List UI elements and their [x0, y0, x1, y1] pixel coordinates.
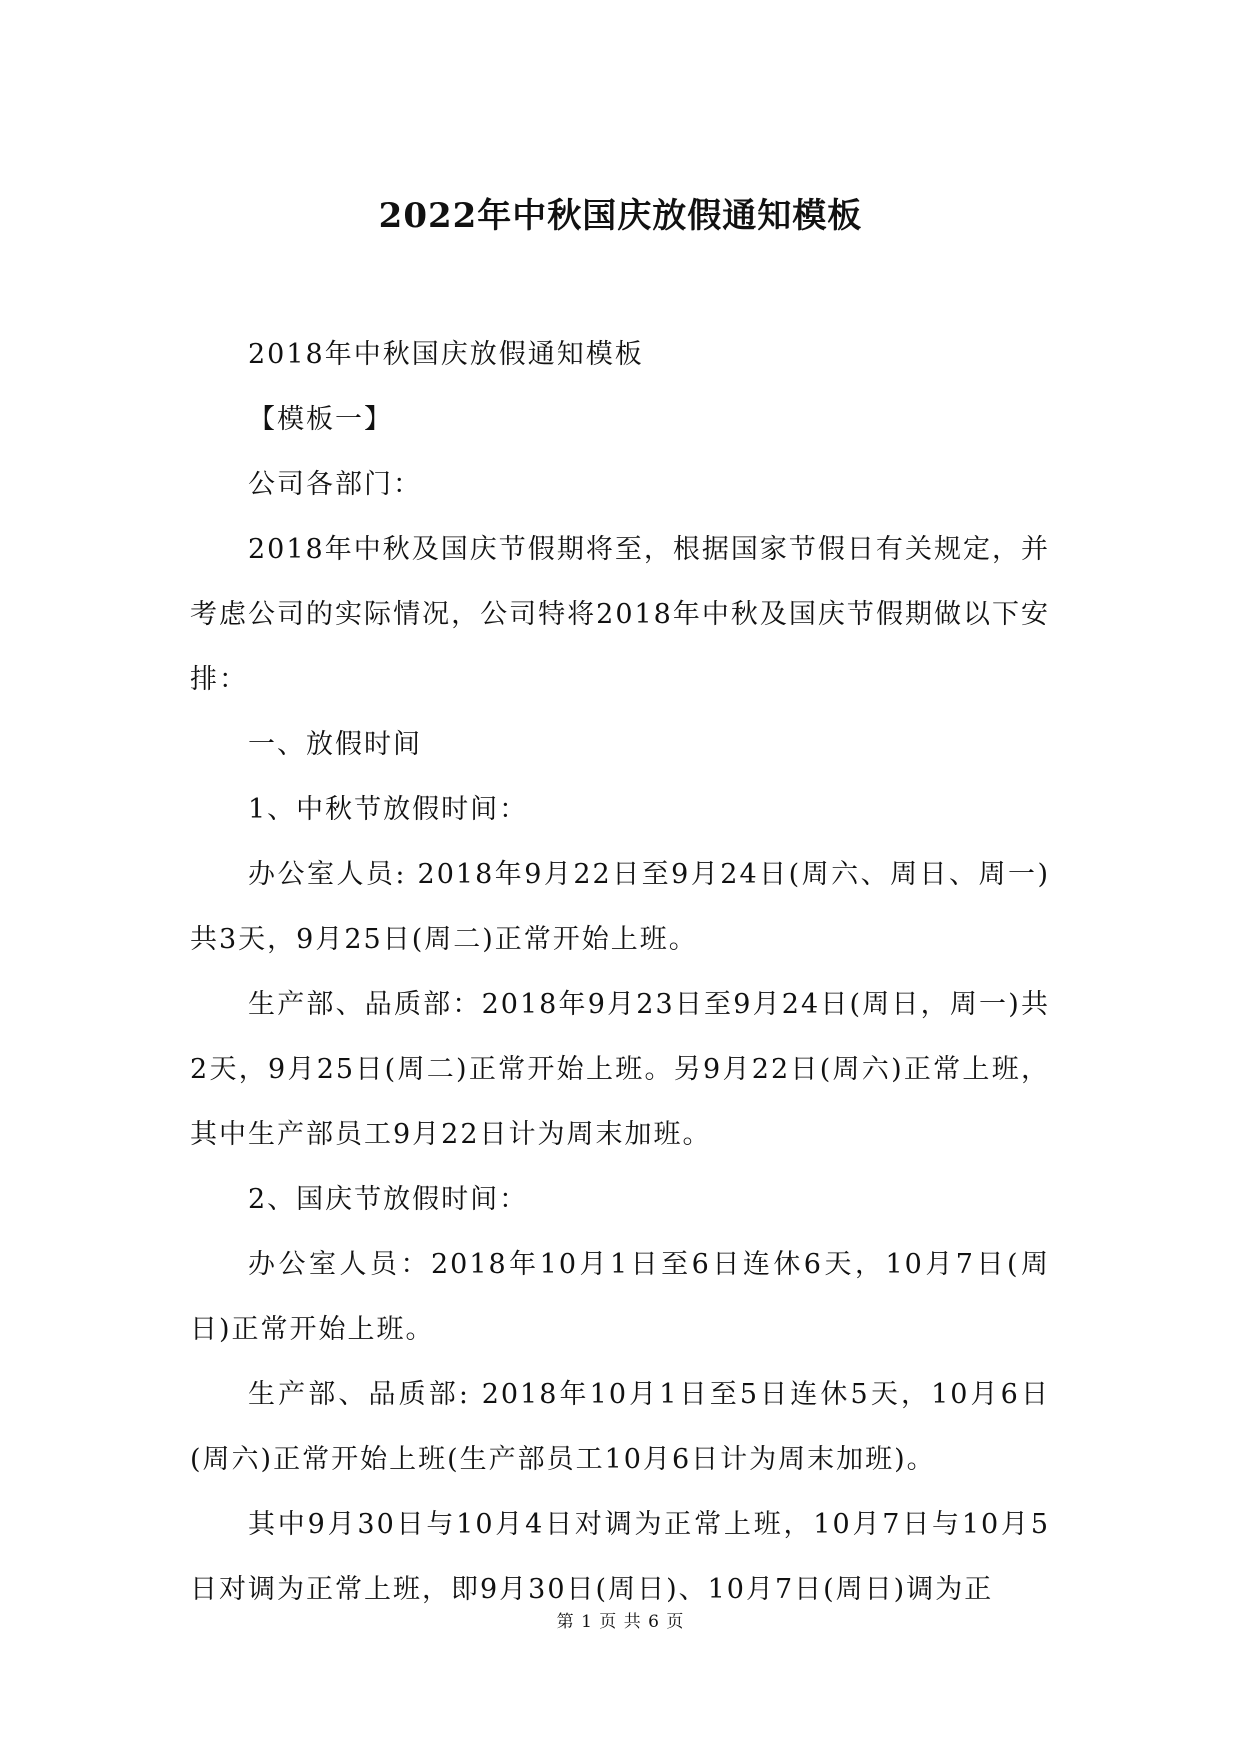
paragraph-template-label: 【模板一】 — [248, 404, 393, 435]
page-footer: 第 1 页 共 6 页 — [556, 1612, 685, 1632]
document-body — [190, 322, 1050, 1622]
paragraph-swap-days: 其中9月30日与10月4日对调为正常上班，10月7日与10月5日对调为正常上班，即9月30日(周日)、10月7日(周日)调为正 — [190, 1509, 1050, 1605]
paragraph-national-day-office: 办公室人员：2018年10月1日至6日连休6天，10月7日(周日)正常开始上班。 — [190, 1249, 1050, 1345]
paragraph-national-day-production: 生产部、品质部: 2018年10月1日至5日连休5天，10月6日(周六)正常开始上班(生产部员工10月6日计为周末加班)。 — [190, 1379, 1050, 1475]
paragraph-section-heading: 一、放假时间 — [248, 729, 422, 760]
paragraph-mid-autumn-heading: 1、中秋节放假时间： — [248, 794, 529, 825]
document-title: 2022年中秋国庆放假通知模板 — [378, 196, 863, 236]
paragraph-mid-autumn-office: 办公室人员: 2018年9月22日至9月24日(周六、周日、周一)共3天，9月25日(周二)正常开始上班。 — [190, 859, 1050, 955]
paragraph-salutation: 公司各部门： — [248, 469, 422, 500]
paragraph-intro: 2018年中秋及国庆节假期将至，根据国家节假日有关规定，并考虑公司的实际情况，公司特将2018年中秋及国庆节假期做以下安排： — [190, 534, 1050, 695]
paragraph-subtitle: 2018年中秋国庆放假通知模板 — [248, 339, 644, 370]
paragraph-mid-autumn-production: 生产部、品质部：2018年9月23日至9月24日(周日，周一)共2天，9月25日(周二)正常开始上班。另9月22日(周六)正常上班，其中生产部员工9月22日计为周末加班。 — [190, 989, 1050, 1150]
paragraph-national-day-heading: 2、国庆节放假时间： — [248, 1184, 529, 1215]
